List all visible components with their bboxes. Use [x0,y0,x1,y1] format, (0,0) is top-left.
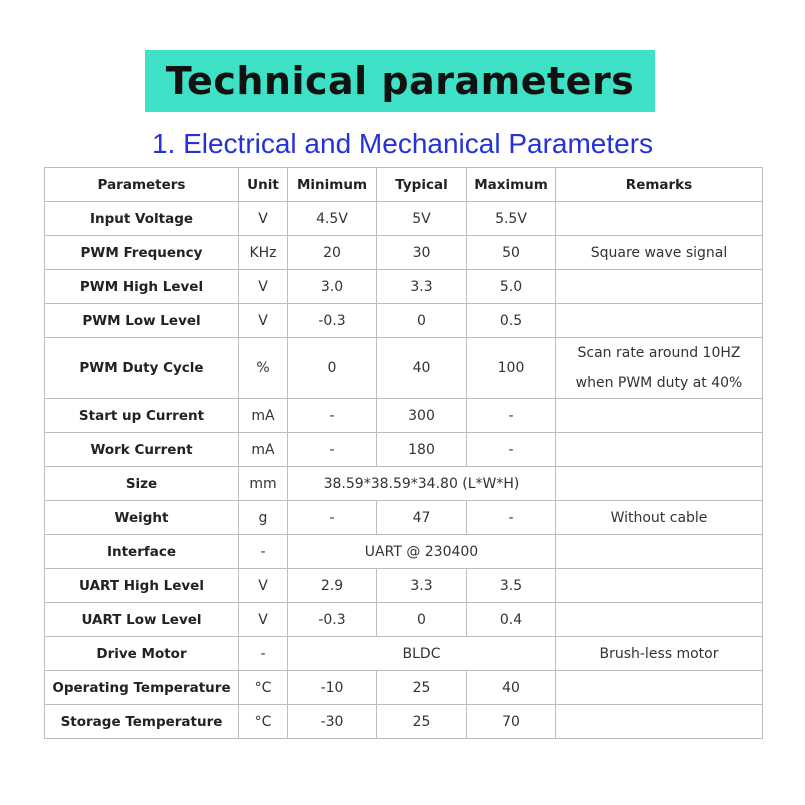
unit-cell: °C [239,705,288,739]
unit-cell: g [239,501,288,535]
remarks-cell [556,202,763,236]
remarks-cell [556,569,763,603]
max-cell: 50 [467,236,556,270]
section-heading: 1. Electrical and Mechanical Parameters [151,128,654,159]
remarks-cell [556,270,763,304]
remarks-cell [556,433,763,467]
unit-cell: mA [239,433,288,467]
remarks-cell [556,399,763,433]
table-row [45,202,763,236]
unit-cell: °C [239,671,288,705]
typ-cell: 0 [377,603,467,637]
table-row [45,603,763,637]
remarks-line: when PWM duty at 40% [575,375,743,391]
max-cell: 70 [467,705,556,739]
min-cell: 20 [288,236,377,270]
remarks-cell: Without cable [556,501,763,535]
page-title: Technical parameters [165,59,635,103]
param-name: Start up Current [45,399,239,433]
remarks-cell [556,603,763,637]
table-row [45,637,763,671]
unit-cell: - [239,535,288,569]
unit-cell: KHz [239,236,288,270]
param-name: PWM High Level [45,270,239,304]
min-cell: 3.0 [288,270,377,304]
remarks-cell [556,535,763,569]
max-cell: - [467,501,556,535]
max-cell: 5.5V [467,202,556,236]
param-name: UART High Level [45,569,239,603]
unit-cell: V [239,304,288,338]
max-cell: 3.5 [467,569,556,603]
max-cell: - [467,433,556,467]
table-row [45,671,763,705]
max-cell: 40 [467,671,556,705]
unit-cell: % [239,338,288,399]
table-row [45,433,763,467]
remarks-cell [556,304,763,338]
merged-value-cell: UART @ 230400 [288,535,556,569]
unit-cell: V [239,603,288,637]
min-cell: -0.3 [288,603,377,637]
unit-cell: mA [239,399,288,433]
remarks-line: Scan rate around 10HZ [577,345,741,361]
typ-cell: 47 [377,501,467,535]
param-name: Work Current [45,433,239,467]
table-row [45,270,763,304]
unit-cell: V [239,202,288,236]
unit-cell: V [239,569,288,603]
merged-value-cell: 38.59*38.59*34.80 (L*W*H) [288,467,556,501]
param-name: Operating Temperature [45,671,239,705]
typ-cell: 3.3 [377,569,467,603]
column-header: Typical [377,168,467,202]
table-row [45,467,763,501]
remarks-cell [556,338,763,399]
param-name: PWM Low Level [45,304,239,338]
remarks-cell: Brush-less motor [556,637,763,671]
param-name: Size [45,467,239,501]
column-header: Unit [239,168,288,202]
table-row [45,569,763,603]
typ-cell: 180 [377,433,467,467]
unit-cell: - [239,637,288,671]
remarks-cell [556,467,763,501]
unit-cell: mm [239,467,288,501]
max-cell: 0.4 [467,603,556,637]
param-name: Storage Temperature [45,705,239,739]
table-row [45,705,763,739]
table-row [45,304,763,338]
min-cell: 4.5V [288,202,377,236]
typ-cell: 3.3 [377,270,467,304]
unit-cell: V [239,270,288,304]
typ-cell: 40 [377,338,467,399]
typ-cell: 5V [377,202,467,236]
column-header: Parameters [45,168,239,202]
typ-cell: 0 [377,304,467,338]
table-row [45,535,763,569]
param-name: Weight [45,501,239,535]
min-cell: - [288,399,377,433]
column-header: Remarks [556,168,763,202]
merged-value-cell: BLDC [288,637,556,671]
param-name: Interface [45,535,239,569]
max-cell: 5.0 [467,270,556,304]
min-cell: -10 [288,671,377,705]
param-name: Drive Motor [45,637,239,671]
typ-cell: 300 [377,399,467,433]
max-cell: 100 [467,338,556,399]
table-row [45,338,763,399]
typ-cell: 30 [377,236,467,270]
param-name: Input Voltage [45,202,239,236]
table-row [45,501,763,535]
param-name: PWM Frequency [45,236,239,270]
min-cell: 2.9 [288,569,377,603]
remarks-cell: Square wave signal [556,236,763,270]
param-name: UART Low Level [45,603,239,637]
column-header: Maximum [467,168,556,202]
remarks-cell [556,705,763,739]
parameters-table [44,167,763,739]
title-banner [145,50,655,112]
typ-cell: 25 [377,705,467,739]
table-row [45,399,763,433]
max-cell: 0.5 [467,304,556,338]
min-cell: -0.3 [288,304,377,338]
min-cell: -30 [288,705,377,739]
table-row [45,236,763,270]
typ-cell: 25 [377,671,467,705]
column-header: Minimum [288,168,377,202]
max-cell: - [467,399,556,433]
param-name: PWM Duty Cycle [45,338,239,399]
table-header-row [45,168,763,202]
remarks-cell [556,671,763,705]
min-cell: 0 [288,338,377,399]
min-cell: - [288,433,377,467]
min-cell: - [288,501,377,535]
